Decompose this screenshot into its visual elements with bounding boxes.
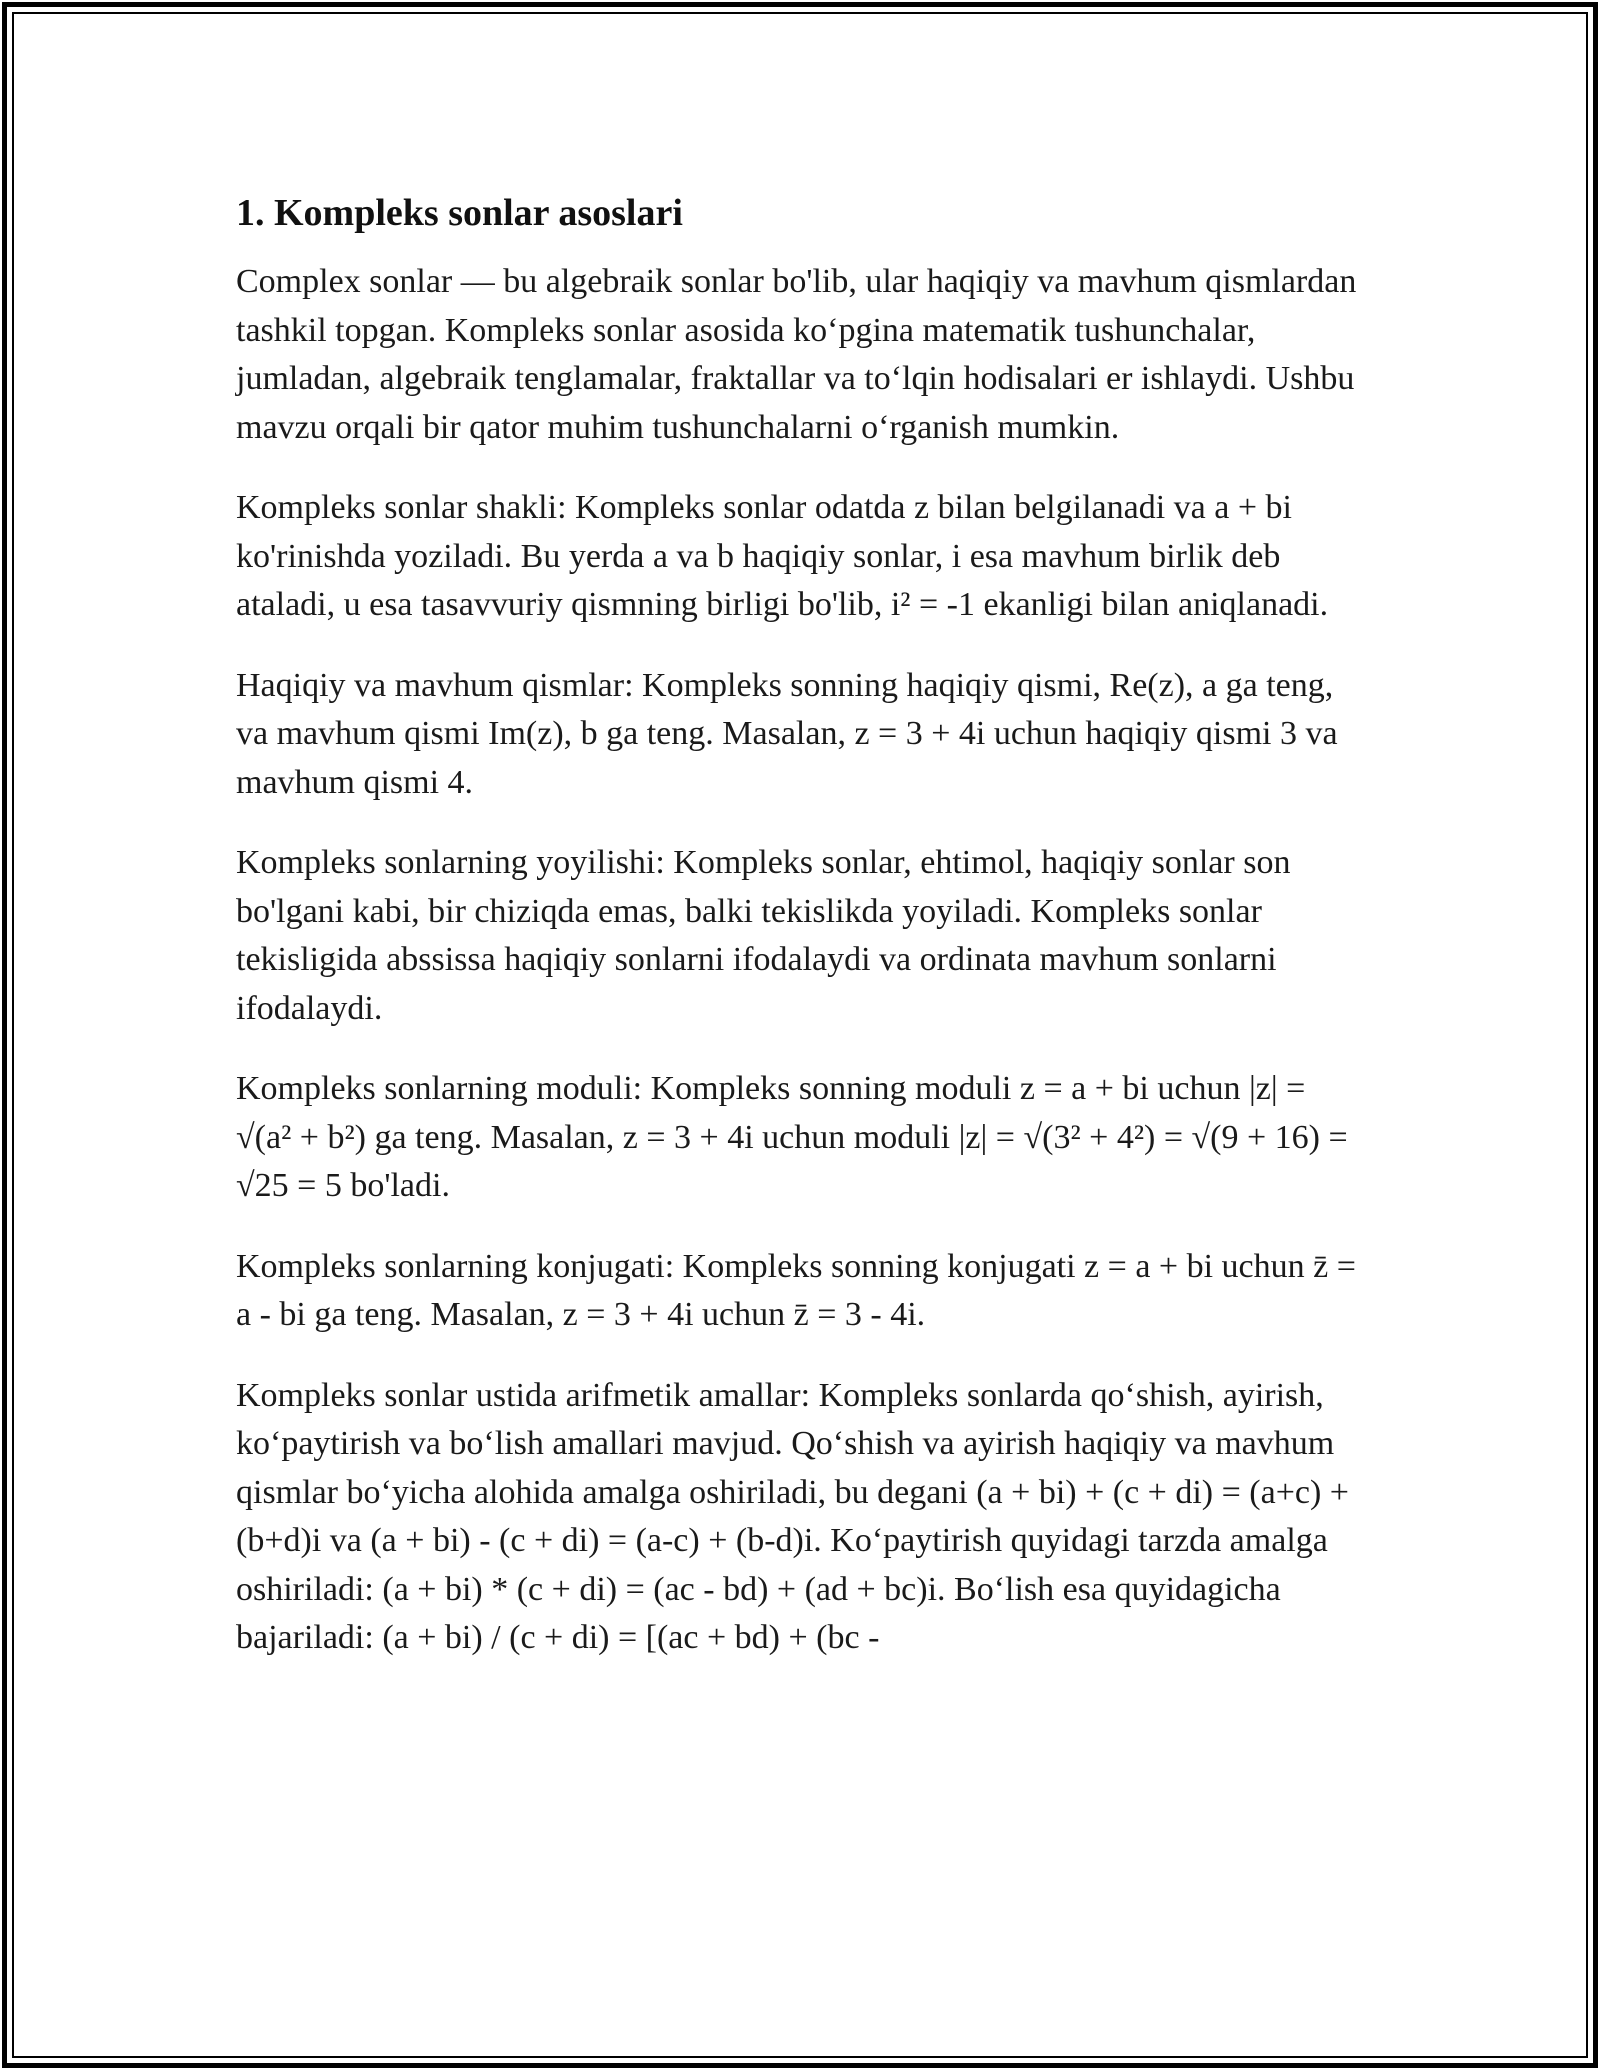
paragraph-real-imaginary-parts: Haqiqiy va mavhum qismlar: Kompleks sonning haqiqiy qismi, Re(z), a ga teng, va mavhum qismi Im(z), b ga teng. Masalan, z = 3 + 4i uchun haqiqiy qismi 3 va mavhum qismi 4. [236, 666, 1338, 801]
paragraph-form: Kompleks sonlar shakli: Kompleks sonlar odatda z bilan belgilanadi va a + bi ko'rinishda yoziladi. Bu yerda a va b haqiqiy sonlar, i esa mavhum birlik deb ataladi, u esa tasavvuriy qismning birligi bo'lib, i² = -1 ekanligi bilan aniqlanadi. [236, 489, 1329, 623]
paragraph-intro: Complex sonlar — bu algebraik sonlar bo'lib, ular haqiqiy va mavhum qismlardan tashkil topgan. Kompleks sonlar asosida ko‘pgina matematik tushunchalar, jumladan, algebraik tenglamalar, fraktallar va to‘lqin hodisalari er ishlaydi. Ushbu mavzu orqali bir qator muhim tushunchalarni o‘rganish mumkin. [236, 263, 1357, 446]
paragraph-arithmetic: Kompleks sonlar ustida arifmetik amallar: Kompleks sonlarda qo‘shish, ayirish, ko‘paytirish va bo‘lish amallari mavjud. Qo‘shish va ayirish haqiqiy va mavhum qismlar bo‘yicha alohida amalga oshiriladi, bu degani (a + bi) + (c + di) = (a+c) + (b+d)i va (a + bi) - (c + di) = (a-c) + (b-d)i. Ko‘paytirish quyidagi tarzda amalga oshiriladi: (a + bi) * (c + di) = (ac - bd) + (ad + bc)i. Bo‘lish esa quyidagicha bajariladi: (a + bi) / (c + di) = [(ac + bd) + (bc - [236, 1376, 1349, 1656]
paragraph-conjugate: Kompleks sonlarning konjugati: Kompleks sonning konjugati z = a + bi uchun z̄ = a - bi ga teng. Masalan, z = 3 + 4i uchun z̄ = 3 - 4i. [236, 1247, 1356, 1333]
paragraph-complex-plane: Kompleks sonlarning yoyilishi: Kompleks sonlar, ehtimol, haqiqiy sonlar son bo'lgani kabi, bir chiziqda emas, balki tekislikda yoyiladi. Kompleks sonlar tekisligida abssissa haqiqiy sonlarni ifodalaydi va ordinata mavhum sonlarni ifodalaydi. [236, 844, 1291, 1027]
paragraph-modulus: Kompleks sonlarning moduli: Kompleks sonning moduli z = a + bi uchun |z| = √(a² + b²) ga teng. Masalan, z = 3 + 4i uchun moduli |z| = √(3² + 4²) = √(9 + 16) = √25 = 5 bo'ladi. [236, 1070, 1348, 1204]
document-content [236, 188, 1366, 1695]
section-heading: 1. Kompleks sonlar asoslari [236, 192, 683, 234]
